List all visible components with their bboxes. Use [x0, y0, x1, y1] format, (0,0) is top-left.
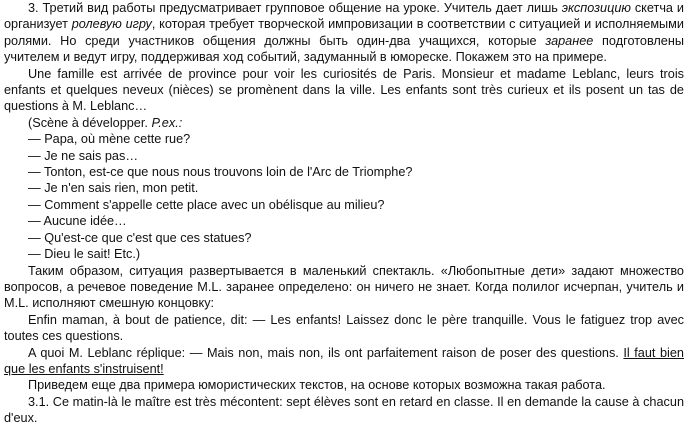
paragraph-maman: Enfin maman, à bout de patience, dit: — Les enfants! Laissez donc le père tranquille. Vous le fatiguez trop avec toutes ces questions.: [4, 312, 684, 344]
dialogue-line: — Papa, où mène cette rue?: [28, 132, 191, 147]
dialogue-line: — Tonton, est-ce que nous nous trouvons loin de l'Arc de Triomphe?: [28, 165, 413, 180]
dialogue-line: — Je n'en sais rien, mon petit.: [28, 181, 199, 196]
paragraph-reply: [4, 345, 684, 378]
intro-emphasis-in-advance: заранее: [545, 33, 594, 48]
paragraph-famille: Une famille est arrivée de province pour voir les curiosités de Paris. Monsieur et madame Leblanc, leurs trois enfants et quelques neveux (nièces) se promènent dans la ville. Les enfants sont très curieux et ils posent un tas de questions à M. Leblanc…: [4, 66, 684, 114]
intro-emphasis-role-play: ролевую игру: [71, 17, 152, 32]
paragraph-summary: Таким образом, ситуация развертывается в маленький спектакль. «Любопытные дети» задают множество вопросов, а речевое поведение M.L. заранее определено: он ничего не знает. Когда полилог исчерпан, учитель и M.L. исполняют смешную концовку:: [4, 263, 684, 311]
paragraph-intro: [4, 0, 684, 66]
dialogue-line: — Aucune idée…: [28, 214, 127, 229]
scene-note-text: (Scène à développer.: [28, 115, 152, 130]
intro-text-1: 3. Третий вид работы предусматривает групповое общение на уроке. Учитель дает лишь: [28, 1, 562, 15]
reply-underlined: Il faut bien que les enfants s'instruisent!: [4, 345, 684, 376]
scene-note: [4, 115, 684, 131]
paragraph-example-3-1: 3.1. Ce matin-là le maître est très mécontent: sept élèves sont en retard en classe. Il en demande la cause à chacun d'eux.: [4, 394, 684, 426]
dialogue-line: — Dieu le sait! Etc.): [28, 247, 141, 262]
intro-text-4: подготовлены учителем и ведут игру, поддерживая ход событий, задуманный в юмореске. Покажем это на примере.: [4, 33, 684, 65]
dialogue-line: — Comment s'appelle cette place avec un obélisque au milieu?: [28, 197, 385, 212]
intro-emphasis-exposition: экспозицию: [561, 1, 631, 15]
dialogue-line: — Qu'est-ce que c'est que ces statues?: [28, 230, 252, 245]
dialogue: [4, 131, 684, 262]
intro-text-3: , которая требует творческой импровизации в соответствии с ситуацией и исполняемыми ролями. Но среди участников общения должны быть один-два учащихся, которые: [4, 17, 684, 48]
paragraph-examples: Приведем еще два примера юмористических текстов, на основе которых возможна такая работа.: [28, 378, 606, 393]
dialogue-line: — Je ne sais pas…: [28, 148, 139, 163]
reply-text: A quoi M. Leblanc réplique: — Mais non, mais non, ils ont parfaitement raison de poser des questions.: [28, 345, 624, 360]
scene-note-pex: P.ex.:: [151, 115, 183, 130]
intro-text-2: скетча и организует: [4, 1, 684, 32]
